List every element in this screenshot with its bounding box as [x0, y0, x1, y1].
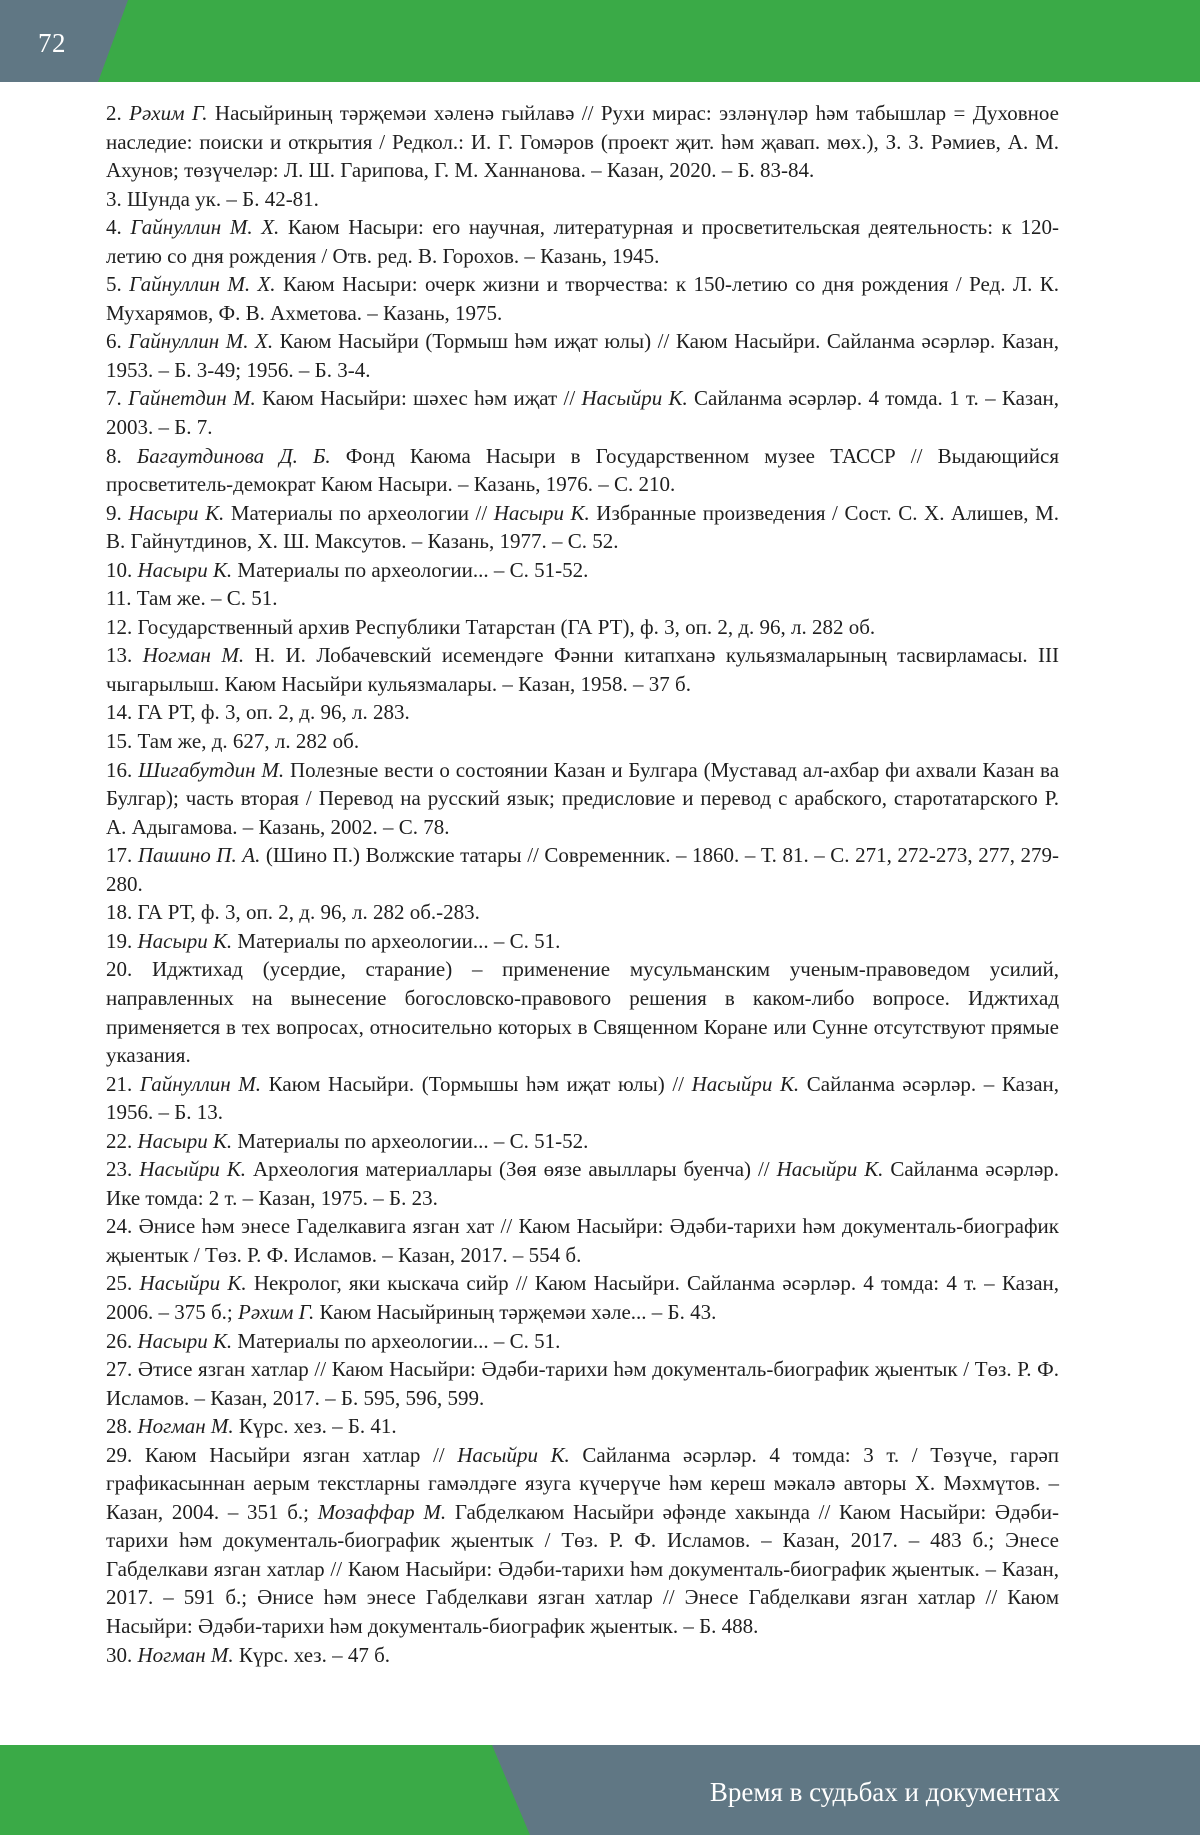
note-number: 8.: [106, 443, 122, 468]
endnote-23: [106, 1155, 1059, 1212]
note-number: 16.: [106, 757, 133, 782]
note-text: Сайланма әсәрләр. 4 томда. 1 т. – Казан, 2003. – Б. 7.: [106, 386, 1060, 440]
note-number: 27.: [106, 1357, 133, 1382]
note-number: 29.: [106, 1442, 133, 1467]
endnote-8: [106, 442, 1059, 499]
note-author: Гайнуллин М. Х.: [129, 272, 276, 297]
note-author: Мозаффар М.: [317, 1499, 447, 1524]
endnote-9: [106, 499, 1059, 556]
endnote-14: [106, 698, 1059, 727]
note-text: ГА РТ, ф. 3, оп. 2, д. 96, л. 282 об.-283.: [137, 900, 480, 925]
endnote-17: [106, 841, 1059, 898]
endnote-12: [106, 613, 1059, 642]
note-text: Габделкаюм Насыйри әфәнде хакында // Каюм Насыйри: Әдәби-тарихи һәм документаль-биографик җыентык / Төз. Р. Ф. Исламов. – Казан, 2017. – 483 б.; Энесе Габделкави язган хатлар // Каюм Насыйри: Әдәби-тарихи һәм документаль-биографик җыентык. – Казан, 2017. – 591 б.; Әнисе һәм энесе Габделкави язган хатлар // Энесе Габделкави язган хатлар // Каюм Насыйри: Әдәби-тарихи һәм документаль-биографик җыентык. – Б. 488.: [106, 1499, 1060, 1638]
note-text: Фонд Каюма Насыри в Государственном музее ТАССР // Выдающийся просветитель-демократ Каюм Насыри. – Казань, 1976. – С. 210.: [106, 443, 1060, 497]
note-text: Некролог, яки кыскача сийр // Каюм Насыйри. Сайланма әсәрләр. 4 томда: 4 т. – Казан, 2006. – 375 б.;: [106, 1271, 1060, 1324]
note-text: Әнисе һәм энесе Гаделкавига язган хат // Каюм Насыйри: Әдәби-тарихи һәм документаль-биографик җыентык / Төз. Р. Ф. Исламов. – Казан, 2017. – 554 б.: [106, 1214, 1060, 1267]
note-text: Там же, д. 627, л. 282 об.: [137, 729, 360, 754]
note-number: 14.: [106, 700, 133, 725]
footer-green-area: [0, 1745, 530, 1835]
note-number: 24.: [106, 1214, 133, 1239]
note-text: Каюм Насыйри: шәхес һәм иҗат //: [262, 386, 576, 411]
note-author: Насыри К.: [137, 928, 233, 953]
note-text: Избранные произведения / Сост. С. Х. Алишев, М. В. Гайнутдинов, Х. Ш. Максутов. – Казань, 1977. – С. 52.: [106, 500, 1060, 554]
note-number: 4.: [106, 215, 122, 240]
endnote-6: [106, 327, 1059, 384]
header-band-shape: [0, 0, 1200, 82]
endnote-13: [106, 641, 1059, 698]
note-number: 17.: [106, 843, 133, 868]
endnote-19: [106, 927, 1059, 956]
endnote-15: [106, 727, 1059, 756]
note-text: Каюм Насыйри язган хатлар //: [144, 1442, 445, 1467]
note-text: Материалы по археологии... – С. 51-52.: [237, 1128, 589, 1153]
note-author: Гайнуллин М. Х.: [128, 329, 274, 354]
endnote-21: [106, 1070, 1059, 1127]
note-number: 28.: [106, 1414, 133, 1439]
note-number: 22.: [106, 1128, 133, 1153]
endnote-16: [106, 756, 1059, 842]
running-footer-title: Время в судьбах и документах: [709, 1777, 1060, 1807]
note-text: Материалы по археологии... – С. 51.: [237, 1328, 561, 1353]
endnote-2: [106, 99, 1059, 185]
note-author: Насыйри К.: [776, 1157, 884, 1182]
note-number: 5.: [106, 272, 122, 297]
note-text: Каюм Насыйри. (Тормышы һәм иҗат юлы) //: [268, 1071, 685, 1096]
note-number: 15.: [106, 729, 133, 754]
note-author: Насыйри К.: [457, 1442, 570, 1467]
endnote-11: [106, 584, 1059, 613]
note-text: Каюм Насыйриның тәрҗемәи хәле... – Б. 43.: [319, 1299, 717, 1324]
note-number: 2.: [106, 101, 122, 125]
note-author: Гайнуллин М.: [139, 1071, 262, 1096]
page-header-band: [0, 0, 1200, 82]
note-text: Әтисе язган хатлар // Каюм Насыйри: Әдәби-тарихи һәм документаль-биографик җыентык / Төз. Р. Ф. Исламов. – Казан, 2017. – Б. 595, 596, 599.: [106, 1357, 1060, 1410]
note-text: Сайланма әсәрләр. 4 томда: 3 т. / Төзүче, гарәп графикасыннан аерым текстларны гамәлдәге язуга күчерүче һәм кереш мәкалә авторы Х. Мәхмүтов. – Казан, 2004. – 351 б.;: [106, 1442, 1060, 1524]
note-text: Күрс. хез. – Б. 41.: [238, 1414, 397, 1439]
note-author: Насыри К.: [128, 500, 225, 525]
note-author: Насыйри К.: [581, 386, 688, 411]
note-text: Сайланма әсәрләр. Ике томда: 2 т. – Казан, 1975. – Б. 23.: [106, 1157, 1060, 1210]
note-text: Сайланма әсәрләр. – Казан, 1956. – Б. 13.: [106, 1071, 1060, 1125]
note-number: 7.: [106, 386, 122, 411]
header-green-area: [0, 0, 1200, 82]
note-number: 6.: [106, 329, 122, 354]
endnotes-list: [106, 99, 1059, 1669]
note-text: Государственный архив Республики Татарстан (ГА РТ), ф. 3, оп. 2, д. 96, л. 282 об.: [137, 614, 876, 639]
endnote-7: [106, 384, 1059, 441]
note-author: Ногман М.: [137, 1642, 234, 1667]
note-author: Рәхим Г.: [238, 1299, 315, 1324]
note-number: 3.: [106, 186, 122, 211]
note-author: Насыйри К.: [139, 1271, 247, 1296]
note-number: 20.: [106, 957, 133, 982]
endnote-10: [106, 556, 1059, 585]
endnote-4: [106, 213, 1059, 270]
note-text: (Шино П.) Волжские татары // Современник. – 1860. – Т. 81. – С. 271, 272-273, 277, 279-280.: [106, 843, 1060, 896]
note-text: Каюм Насыйри (Тормыш һәм иҗат юлы) // Каюм Насыйри. Сайланма әсәрләр. Казан, 1953. – Б. 3-49; 1956. – Б. 3-4.: [106, 329, 1059, 382]
endnote-29: [106, 1441, 1059, 1641]
endnote-25: [106, 1269, 1059, 1326]
note-text: Там же. – С. 51.: [136, 586, 278, 611]
note-text: Материалы по археологии... – С. 51.: [237, 928, 561, 953]
note-number: 11.: [106, 586, 132, 611]
note-author: Багаутдинова Д. Б.: [136, 443, 331, 468]
note-author: Ногман М.: [137, 1414, 234, 1439]
note-number: 18.: [106, 900, 133, 925]
endnote-3: [106, 185, 1059, 214]
note-number: 12.: [106, 614, 133, 639]
endnote-20: [106, 955, 1059, 1069]
endnote-18: [106, 898, 1059, 927]
note-text: Насыйриның тәрҗемәи хәленә гыйлавә // Рухи мирас: эзләнүләр һәм табышлар = Духовное наследие: поиски и открытия / Редкол.: И. Г. Гомәров (проект җит. һәм җавап. мөх.), З. З. Рәмиев, А. М. Ахунов; төзүчеләр: Л. Ш. Гарипова, Г. М. Ханнанова. – Казан, 2020. – Б. 83-84.: [106, 101, 1059, 183]
endnote-5: [106, 270, 1059, 327]
note-author: Ногман М.: [142, 643, 245, 668]
note-text: Материалы по археологии... – С. 51-52.: [237, 557, 589, 582]
endnote-26: [106, 1327, 1059, 1356]
note-number: 26.: [106, 1328, 133, 1353]
note-text: Полезные вести о состоянии Казан и Булгара (Муставад ал-ахбар фи ахвали Казан ва Булгар); часть вторая / Перевод на русский язык; предисловие и перевод с арабского, старотатарского Р. А. Адыгамова. – Казань, 2002. – С. 78.: [106, 757, 1060, 839]
note-number: 10.: [106, 557, 133, 582]
note-text: Күрс. хез. – 47 б.: [238, 1642, 391, 1667]
note-author: Рәхим Г.: [129, 101, 208, 125]
note-text: Шунда ук. – Б. 42-81.: [127, 186, 319, 211]
endnote-28: [106, 1412, 1059, 1441]
note-author: Насыри К.: [137, 557, 233, 582]
note-author: Насыри К.: [493, 500, 590, 525]
note-text: Иджтихад (усердие, старание) – применение мусульманским ученым-правоведом усилий, направленных на вынесение богословско-правового решения в каком-либо вопросе. Иджтихад применяется в тех вопросах, относительно которых в Священном Коране или Сунне отсутствуют прямые указания.: [106, 957, 1060, 1068]
endnote-22: [106, 1127, 1059, 1156]
note-author: Насыйри К.: [139, 1157, 247, 1182]
note-author: Насыри К.: [137, 1328, 233, 1353]
note-number: 21.: [106, 1071, 133, 1096]
note-number: 19.: [106, 928, 133, 953]
endnote-24: [106, 1212, 1059, 1269]
note-text: Каюм Насыри: очерк жизни и творчества: к 150-летию со дня рождения / Ред. Л. К. Мухарямов, Ф. В. Ахметова. – Казань, 1975.: [106, 272, 1060, 325]
note-number: 13.: [106, 643, 133, 668]
note-number: 30.: [106, 1642, 133, 1667]
note-text: ГА РТ, ф. 3, оп. 2, д. 96, л. 283.: [137, 700, 410, 725]
note-author: Гайнетдин М.: [128, 386, 256, 411]
note-author: Гайнуллин М. Х.: [130, 215, 280, 240]
note-number: 9.: [106, 500, 122, 525]
note-author: Насыйри К.: [691, 1071, 800, 1096]
note-text: Н. И. Лобачевский исемендәге Фәнни китапханә кульязмаларының тасвирламасы. III чыгарылыш. Каюм Насыйри кульязмалары. – Казан, 1958. – 37 б.: [106, 643, 1060, 696]
endnote-30: [106, 1641, 1059, 1670]
note-text: Материалы по археологии //: [230, 500, 488, 525]
note-text: Каюм Насыри: его научная, литературная и просветительская деятельность: к 120-летию со дня рождения / Отв. ред. В. Горохов. – Казань, 1945.: [106, 215, 1059, 268]
note-author: Шигабутдин М.: [138, 757, 285, 782]
note-number: 25.: [106, 1271, 133, 1296]
note-author: Насыри К.: [137, 1128, 233, 1153]
note-number: 23.: [106, 1157, 133, 1182]
page-footer-band: [0, 1745, 1200, 1835]
endnote-27: [106, 1355, 1059, 1412]
note-text: Археология материаллары (Зөя өязе авыллары буенча) //: [252, 1157, 770, 1182]
note-author: Пашино П. А.: [137, 843, 261, 868]
page-number: 72: [38, 28, 66, 58]
